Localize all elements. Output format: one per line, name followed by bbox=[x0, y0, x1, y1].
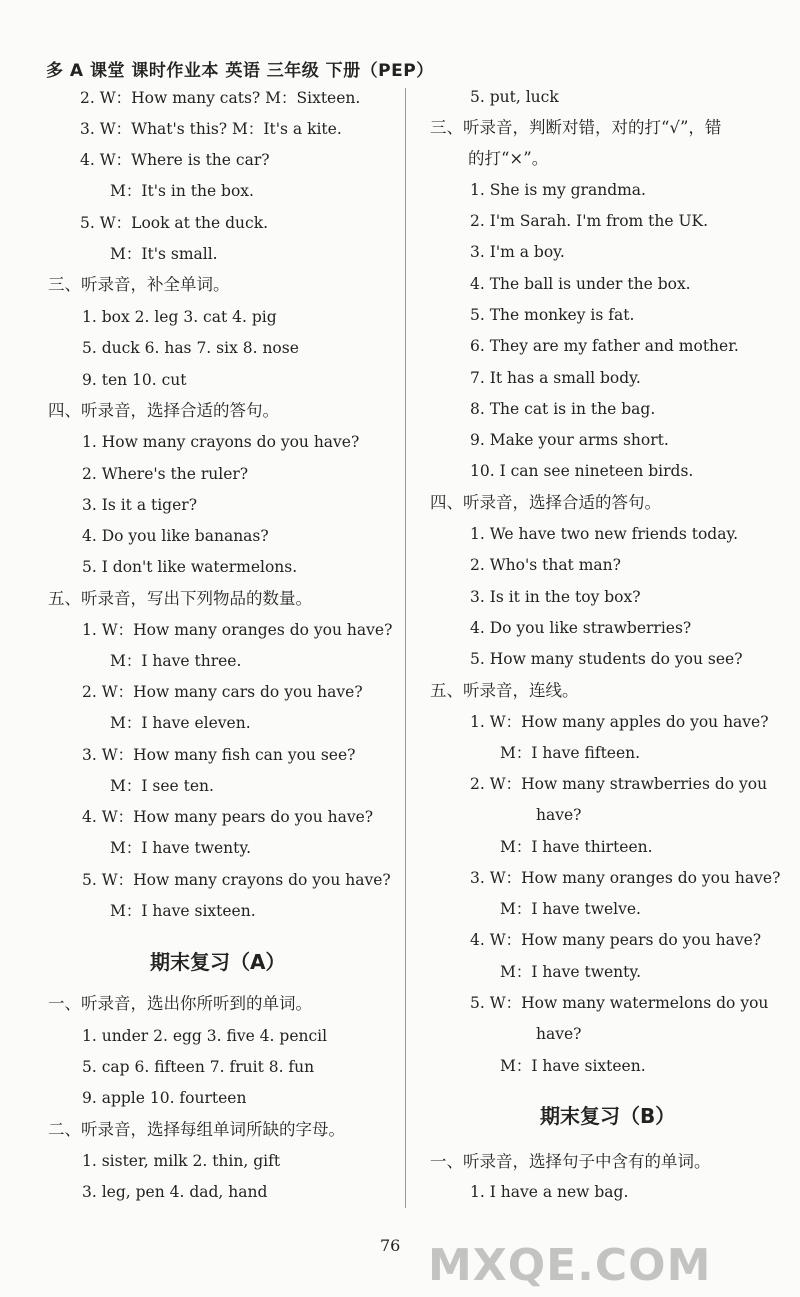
answer-line: 2. W：How many cats? M：Sixteen. bbox=[80, 89, 361, 107]
answer-line: 2. I'm Sarah. I'm from the UK. bbox=[470, 212, 709, 230]
answer-line: 1. I have a new bag. bbox=[470, 1183, 629, 1201]
question-heading: 二、听录音，选择每组单词所缺的字母。 bbox=[48, 1120, 345, 1139]
question-heading: 一、听录音，选择句子中含有的单词。 bbox=[430, 1152, 711, 1171]
answer-line: 9. Make your arms short. bbox=[470, 431, 669, 449]
answer-line: 1. W：How many oranges do you have? bbox=[82, 621, 393, 639]
watermark-logo bbox=[418, 1190, 788, 1290]
question-heading: 五、听录音，写出下列物品的数量。 bbox=[48, 589, 312, 608]
answer-line: 1. sister, milk 2. thin, gift bbox=[82, 1152, 281, 1170]
answer-line: 10. I can see nineteen birds. bbox=[470, 462, 694, 480]
answer-line: 5. W：Look at the duck. bbox=[80, 214, 269, 232]
answer-line: M：I have sixteen. bbox=[110, 902, 256, 920]
answer-line: 3. W：How many oranges do you have? bbox=[470, 869, 781, 887]
answer-line: M：I have twenty. bbox=[500, 963, 642, 981]
answer-line: 3. Is it in the toy box? bbox=[470, 588, 641, 606]
answer-line: M：It's in the box. bbox=[110, 182, 254, 200]
answer-line: 4. Do you like bananas? bbox=[82, 527, 269, 545]
answer-line: M：I see ten. bbox=[110, 777, 214, 795]
answer-line: 2. Who's that man? bbox=[470, 556, 621, 574]
answer-line: 1. box 2. leg 3. cat 4. pig bbox=[82, 308, 277, 326]
answer-line: 3. leg, pen 4. dad, hand bbox=[82, 1183, 268, 1201]
answer-line: 9. ten 10. cut bbox=[82, 371, 187, 389]
question-heading: 的打“×”。 bbox=[468, 149, 549, 168]
answer-line: 5. W：How many crayons do you have? bbox=[82, 871, 391, 889]
answer-line: M：I have three. bbox=[110, 652, 242, 670]
answer-line: 1. She is my grandma. bbox=[470, 181, 646, 199]
answer-line: 7. It has a small body. bbox=[470, 369, 641, 387]
answer-line: 5. The monkey is fat. bbox=[470, 306, 635, 324]
answer-line: 8. The cat is in the bag. bbox=[470, 400, 656, 418]
answer-line: 1. How many crayons do you have? bbox=[82, 433, 360, 451]
answer-line: 3. Is it a tiger? bbox=[82, 496, 198, 514]
answer-line: have? bbox=[536, 806, 582, 824]
answer-line: M：I have sixteen. bbox=[500, 1057, 646, 1075]
question-heading: 三、听录音，判断对错，对的打“√”，错 bbox=[430, 118, 722, 137]
answer-line: M：I have twelve. bbox=[500, 900, 641, 918]
answer-line: 4. The ball is under the box. bbox=[470, 275, 691, 293]
answer-line: 3. W：What's this? M：It's a kite. bbox=[80, 120, 342, 138]
answer-line: 5. duck 6. has 7. six 8. nose bbox=[82, 339, 299, 357]
question-heading: 一、听录音，选出你所听到的单词。 bbox=[48, 994, 312, 1013]
answer-line: M：I have eleven. bbox=[110, 714, 251, 732]
answer-line: 5. W：How many watermelons do you bbox=[470, 994, 769, 1012]
answer-line: 4. W：How many pears do you have? bbox=[470, 931, 762, 949]
answer-line: 2. W：How many strawberries do you bbox=[470, 775, 768, 793]
answer-line: M：It's small. bbox=[110, 245, 218, 263]
question-heading: 三、听录音，补全单词。 bbox=[48, 275, 230, 294]
section-title: 期末复习（B） bbox=[540, 1104, 676, 1128]
answer-line: 5. I don't like watermelons. bbox=[82, 558, 298, 576]
answer-line: M：I have twenty. bbox=[110, 839, 252, 857]
answer-line: M：I have thirteen. bbox=[500, 838, 653, 856]
answer-line: 1. under 2. egg 3. five 4. pencil bbox=[82, 1027, 328, 1045]
section-title: 期末复习（A） bbox=[150, 950, 286, 974]
question-heading: 四、听录音，选择合适的答句。 bbox=[48, 401, 279, 420]
answer-line: 5. cap 6. fifteen 7. fruit 8. fun bbox=[82, 1058, 315, 1076]
answer-line: 3. W：How many fish can you see? bbox=[82, 746, 356, 764]
page-header: 多 A 课堂 课时作业本 英语 三年级 下册（PEP） bbox=[46, 61, 434, 81]
answer-line: 1. W：How many apples do you have? bbox=[470, 713, 769, 731]
answer-line: 4. Do you like strawberries? bbox=[470, 619, 692, 637]
answer-line: 6. They are my father and mother. bbox=[470, 337, 739, 355]
watermark-text: MXQE.COM bbox=[428, 1240, 712, 1291]
answer-line: have? bbox=[536, 1025, 582, 1043]
question-heading: 五、听录音，连线。 bbox=[430, 681, 579, 700]
answer-line: 5. put, luck bbox=[470, 88, 559, 106]
answer-line: 2. Where's the ruler? bbox=[82, 465, 249, 483]
page-number: 76 bbox=[380, 1236, 401, 1255]
answer-line: 4. W：How many pears do you have? bbox=[82, 808, 374, 826]
answer-line: 5. How many students do you see? bbox=[470, 650, 743, 668]
answer-line: 9. apple 10. fourteen bbox=[82, 1089, 247, 1107]
answer-line: M：I have fifteen. bbox=[500, 744, 641, 762]
question-heading: 四、听录音，选择合适的答句。 bbox=[430, 493, 661, 512]
answer-line: 3. I'm a boy. bbox=[470, 243, 565, 261]
column-divider bbox=[405, 88, 406, 1208]
answer-line: 4. W：Where is the car? bbox=[80, 151, 270, 169]
answer-line: 1. We have two new friends today. bbox=[470, 525, 739, 543]
answer-line: 2. W：How many cars do you have? bbox=[82, 683, 363, 701]
